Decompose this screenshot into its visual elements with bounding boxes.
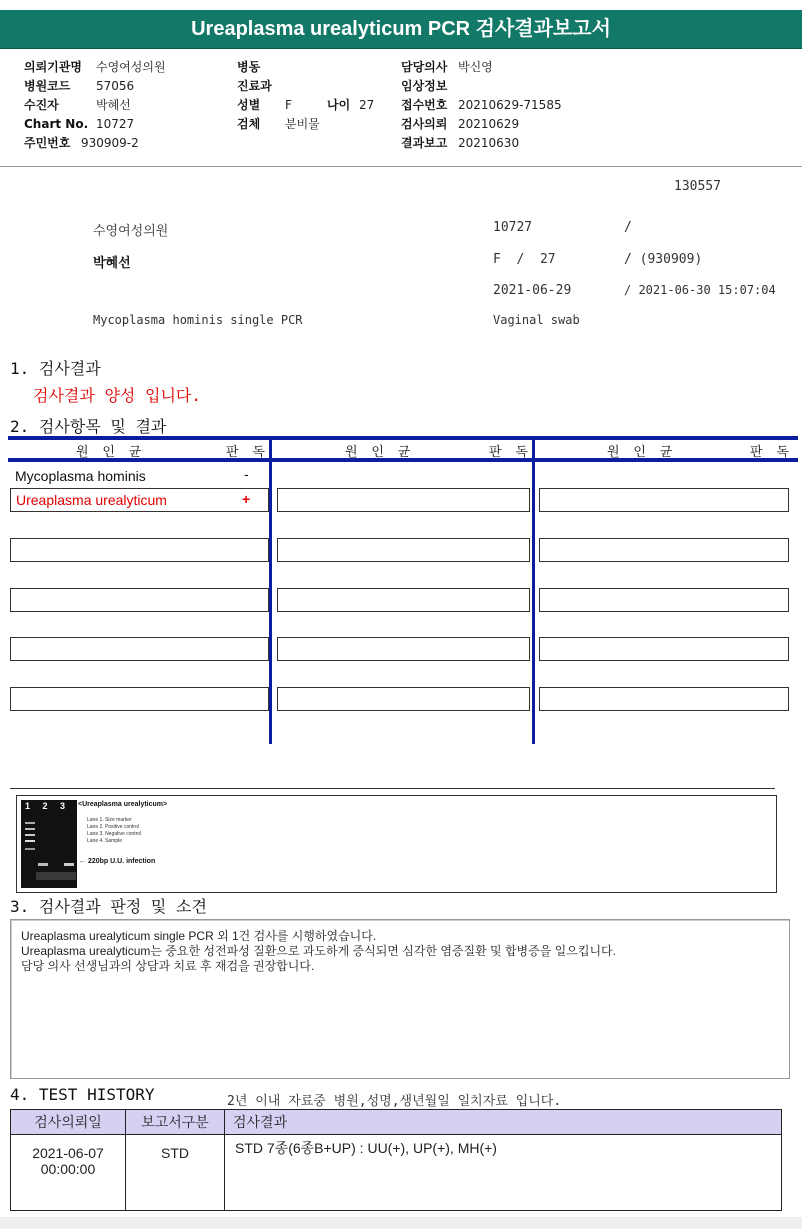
history-date: 2021-06-07	[32, 1145, 104, 1161]
gel-band-label: ← 220bp U.U. infection	[79, 858, 156, 865]
info-request-date: 2021-06-29	[493, 283, 572, 298]
gel-legend-line: Lane 1. Size marker	[87, 817, 132, 823]
history-note: 2년 이내 자료중 병원,성명,생년월일 일치자료 입니다.	[227, 1094, 562, 1109]
info-chart-no: 10727	[493, 220, 533, 235]
result-cell-empty	[539, 488, 789, 512]
org-label: 의뢰기관명	[24, 60, 82, 74]
gel-marker-band	[25, 840, 35, 842]
header-col-3	[401, 56, 661, 151]
header-col-2	[237, 56, 397, 132]
organism-name: Ureaplasma urealyticum	[16, 492, 167, 508]
remark-line: 담당 의사 선생님과의 상담과 치료 후 재검을 권장합니다.	[21, 959, 315, 973]
gel-image-panel	[16, 795, 777, 893]
gel-positive-band	[38, 863, 48, 866]
results-grid-divider-2	[532, 436, 535, 744]
result-cell-empty	[277, 588, 530, 612]
history-date-cell	[11, 1135, 126, 1211]
remarks-text	[21, 929, 781, 974]
page-bottom-bar	[0, 1217, 802, 1229]
doctor-value: 박신영	[458, 60, 493, 74]
specimen-label: 검체	[237, 117, 261, 131]
gel-marker-band	[25, 834, 35, 836]
col-header-organism-3: 원 인 균	[607, 445, 676, 460]
age-value: 27	[359, 98, 375, 112]
history-type: STD	[126, 1135, 225, 1211]
section-3-title: 3. 검사결과 판정 및 소견	[10, 897, 207, 916]
col-header-organism-1: 원 인 균	[76, 445, 145, 460]
gel-legend-line: Lane 3. Negative control	[87, 831, 142, 837]
gel-primer-dimer	[36, 872, 76, 880]
request-label: 검사의뢰	[401, 117, 448, 131]
overall-result-text: 검사결과 양성 입니다.	[33, 386, 202, 405]
info-slash: /	[624, 220, 632, 235]
result-cell-empty	[539, 588, 789, 612]
report-header	[0, 50, 802, 167]
info-report-date: / 2021-06-30 15:07:04	[624, 283, 776, 297]
results-grid-top-rule	[8, 436, 798, 440]
section-1-title: 1. 검사결과	[10, 359, 101, 378]
header-col-1	[24, 56, 224, 151]
gel-sample-band	[64, 863, 74, 866]
id-no-value: 930909-2	[81, 136, 139, 150]
org-value: 수영여성의원	[96, 60, 166, 74]
document-number: 130557	[674, 179, 721, 194]
history-result: STD 7종(6종B+UP) : UU(+), UP(+), MH(+)	[225, 1135, 782, 1211]
receipt-no-label: 접수번호	[401, 98, 448, 112]
patient-label: 수진자	[24, 98, 59, 112]
result-cell-empty	[10, 588, 269, 612]
col-header-result-3: 판 독	[750, 445, 792, 460]
dept-label: 진료과	[237, 79, 272, 93]
specimen-value: 분비물	[285, 117, 320, 131]
gel-marker-band	[25, 828, 35, 830]
remark-line: Ureaplasma urealyticum는 중요한 성전파성 질환으로 과도하게 증식되면 심각한 염증질환 및 합병증을 일으킵니다.	[21, 944, 616, 958]
gel-lane-numbers: 1 2 3 4	[25, 801, 88, 811]
request-value: 20210629	[458, 117, 520, 131]
gel-marker-band	[25, 822, 35, 824]
info-patient: 박혜선	[93, 256, 131, 271]
result-cell-empty	[10, 538, 269, 562]
col-header-result-2: 판 독	[489, 445, 531, 460]
id-no-label: 주민번호	[24, 136, 71, 150]
patient-value: 박혜선	[96, 98, 131, 112]
gel-legend-line: Lane 4. Sample	[87, 838, 123, 844]
result-cell-empty	[10, 637, 269, 661]
ward-label: 병동	[237, 60, 261, 74]
organism-name: Mycoplasma hominis	[15, 468, 146, 484]
col-header-organism-2: 원 인 균	[345, 445, 414, 460]
result-cell-empty	[277, 687, 530, 711]
doctor-label: 담당의사	[401, 60, 448, 74]
info-sex-age: F / 27	[493, 252, 556, 267]
report-title: Ureaplasma urealyticum PCR 검사결과보고서	[0, 10, 802, 49]
history-time: 00:00:00	[40, 1161, 96, 1177]
report-label: 결과보고	[401, 136, 448, 150]
info-test-name: Mycoplasma hominis single PCR	[93, 313, 303, 327]
history-table	[10, 1109, 782, 1211]
results-grid-divider-1	[269, 436, 272, 744]
report-value: 20210630	[458, 136, 520, 150]
history-col-type: 보고서구분	[126, 1110, 225, 1135]
gel-title: <Ureaplasma urealyticum>	[78, 801, 168, 808]
hospital-code-label: 병원코드	[24, 79, 71, 93]
gel-legend	[87, 817, 141, 845]
chart-no-label: Chart No.	[24, 117, 89, 131]
gel-image	[21, 800, 88, 888]
result-cell-empty	[277, 637, 530, 661]
history-header-row	[11, 1110, 782, 1135]
info-birth: / (930909)	[624, 252, 703, 267]
history-col-date: 검사의뢰일	[11, 1110, 126, 1135]
organism-result: +	[242, 491, 251, 507]
remarks-box	[10, 919, 790, 1079]
chart-no-value: 10727	[96, 117, 135, 131]
result-cell-empty	[277, 538, 530, 562]
remark-line: Ureaplasma urealyticum single PCR 외 1건 검사를 시행하였습니다.	[21, 929, 377, 943]
gel-legend-line: Lane 2. Positive control	[87, 824, 139, 830]
age-label: 나이	[327, 98, 351, 112]
result-cell-empty	[539, 637, 789, 661]
receipt-no-value: 20210629-71585	[458, 98, 562, 112]
table-row	[11, 1135, 782, 1211]
clinical-info-label: 임상정보	[401, 79, 448, 93]
col-header-result-1: 판 독	[226, 445, 268, 460]
result-cell-empty	[10, 687, 269, 711]
section-2-title: 2. 검사항목 및 결과	[10, 417, 167, 436]
organism-result: -	[244, 466, 249, 482]
info-hospital: 수영여성의원	[93, 224, 169, 239]
history-col-result: 검사결과	[225, 1110, 782, 1135]
result-cell-empty	[539, 687, 789, 711]
sex-label: 성별	[237, 98, 261, 112]
result-cell-empty	[539, 538, 789, 562]
gel-marker-band	[25, 848, 35, 850]
result-cell	[10, 488, 269, 512]
sex-value: F	[285, 98, 292, 112]
hospital-code-value: 57056	[96, 79, 135, 93]
section-4-title: 4. TEST HISTORY	[10, 1085, 155, 1104]
gel-divider	[10, 788, 775, 789]
info-specimen: Vaginal swab	[493, 313, 580, 327]
result-cell-empty	[277, 488, 530, 512]
